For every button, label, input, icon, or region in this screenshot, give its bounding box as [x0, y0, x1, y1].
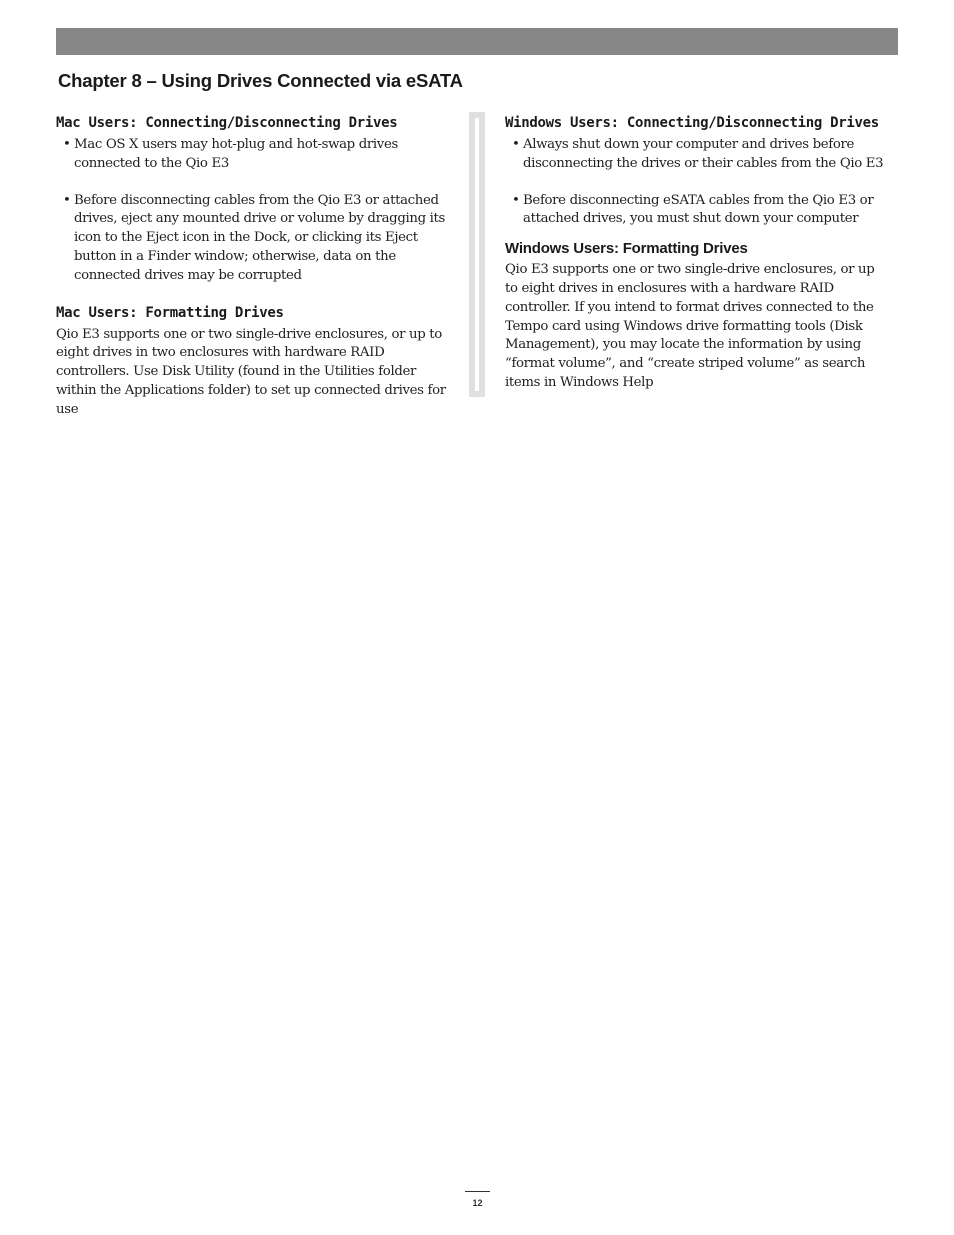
bullet-icon: •: [512, 137, 520, 152]
header-bar: [56, 28, 898, 55]
windows-connect-heading: Windows Users: Connecting/Disconnecting Drives: [505, 115, 879, 131]
list-item: • Before disconnecting eSATA cables from the Qio E3 or attached drives, you must shut down your computer: [512, 192, 874, 227]
page-number: 12: [472, 1198, 483, 1208]
mac-connect-heading: Mac Users: Connecting/Disconnecting Drives: [56, 115, 398, 131]
bullet-icon: •: [63, 137, 71, 152]
mac-connect-list: [56, 136, 452, 286]
windows-format-heading: Windows Users: Formatting Drives: [505, 240, 748, 258]
left-column: [56, 114, 452, 420]
bullet-icon: •: [63, 192, 71, 208]
windows-connect-list: [505, 136, 887, 229]
column-divider: [469, 112, 485, 397]
list-item: • Before disconnecting cables from the Qio E3 or attached drives, eject any mounted drive or volume by dragging its icon to the Eject icon in the Dock, or clicking its Eject button in a Finder window; otherwise, data on the connected drives may be corrupted: [63, 192, 446, 283]
mac-format-heading: Mac Users: Formatting Drives: [56, 304, 284, 321]
chapter-title: Chapter 8 – Using Drives Connected via eSATA: [58, 70, 463, 91]
mac-format-text: Qio E3 supports one or two single-drive enclosures, or up to eight drives in two enclosures with hardware RAID controllers. Use Disk Utility (found in the Utilities folder within the Applications folder) to set up connected drives for use: [56, 326, 446, 417]
windows-format-text: Qio E3 supports one or two single-drive enclosures, or up to eight drives in enclosures with a hardware RAID controller. If you intend to format drives connected to the Tempo card using Windows drive formatting tools (Disk Management), you may locate the information by using “format volume”, and “create striped volume” as search items in Windows Help: [505, 262, 875, 390]
list-item: • Always shut down your computer and drives before disconnecting the drives or their cables from the Qio E3: [512, 137, 884, 171]
footer-rule: [465, 1191, 490, 1192]
bullet-icon: •: [512, 192, 520, 208]
right-column: [505, 114, 887, 393]
list-item: • Mac OS X users may hot-plug and hot-swap drives connected to the Qio E3: [63, 137, 398, 171]
